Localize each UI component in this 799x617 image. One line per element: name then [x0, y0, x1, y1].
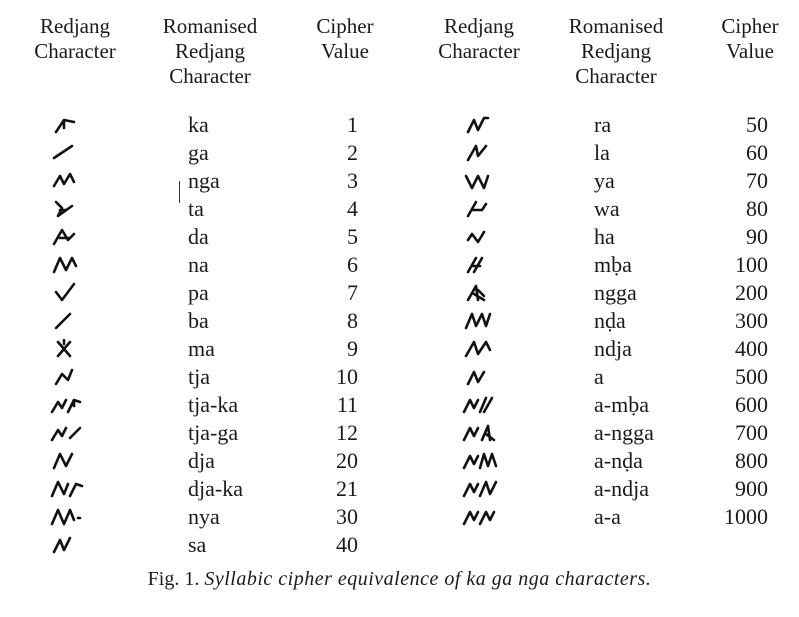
cipher-value-cell: 80	[746, 196, 768, 221]
romanised-cell: tja-ga	[188, 420, 239, 445]
cipher-value-cell: 5	[347, 224, 358, 249]
figure-caption-text: Syllabic cipher equivalence of ka ga nga characters.	[204, 568, 652, 590]
redjang-nda-glyph	[462, 310, 496, 332]
romanised-cell: tja-ka	[188, 392, 239, 417]
cipher-value-cell: 200	[735, 280, 768, 305]
cipher-value-cell: 10	[336, 364, 358, 389]
redjang-a-mba-glyph	[462, 394, 496, 416]
table-row	[0, 335, 799, 363]
redjang-ndja-glyph	[462, 338, 496, 360]
cipher-value-cell: 4	[347, 196, 358, 221]
romanised-cell: wa	[594, 196, 620, 221]
romanised-cell: a-ndja	[594, 476, 649, 501]
cipher-value-cell: 900	[735, 476, 768, 501]
header-left-glyph: Redjang Character	[34, 14, 116, 63]
table-row	[0, 531, 799, 559]
table-row	[0, 139, 799, 167]
header-left-value: Cipher Value	[316, 14, 374, 63]
romanised-cell: ha	[594, 224, 615, 249]
table-row	[0, 111, 799, 139]
romanised-cell: dja	[188, 448, 215, 473]
romanised-cell: mḅa	[594, 252, 632, 277]
romanised-cell: a-ngga	[594, 420, 654, 445]
table-row	[0, 307, 799, 335]
table-row	[0, 503, 799, 531]
cipher-value-cell: 20	[336, 448, 358, 473]
header-right-value: Cipher Value	[721, 14, 779, 63]
redjang-a-ndja-glyph	[462, 478, 496, 500]
header-right-roman: Romanised Redjang Character	[568, 14, 664, 88]
romanised-cell: nga	[188, 168, 220, 193]
redjang-ngga-glyph	[462, 282, 496, 304]
cipher-value-cell: 6	[347, 252, 358, 277]
romanised-cell: ndja	[594, 336, 632, 361]
table-row	[0, 475, 799, 503]
redjang-a-glyph	[462, 366, 496, 388]
redjang-ya-glyph	[462, 170, 496, 192]
cipher-value-cell: 700	[735, 420, 768, 445]
romanised-cell: a-nḍa	[594, 448, 643, 473]
cipher-value-cell: 70	[746, 168, 768, 193]
cipher-value-cell: 12	[336, 420, 358, 445]
figure-label: Fig. 1.	[147, 568, 200, 590]
header-left-roman: Romanised Redjang Character	[162, 14, 258, 88]
romanised-cell: pa	[188, 280, 209, 305]
redjang-a-nda-glyph	[462, 450, 496, 472]
cipher-value-cell: 40	[336, 532, 358, 557]
cipher-value-cell: 21	[336, 476, 358, 501]
romanised-cell: da	[188, 224, 209, 249]
romanised-cell: ya	[594, 168, 615, 193]
cipher-value-cell: 30	[336, 504, 358, 529]
redjang-mba-glyph	[462, 254, 496, 276]
romanised-cell: na	[188, 252, 209, 277]
cipher-value-cell: 90	[746, 224, 768, 249]
cipher-value-cell: 100	[735, 252, 768, 277]
romanised-cell: ngga	[594, 280, 637, 305]
redjang-sa-glyph	[50, 534, 84, 556]
cipher-value-cell: 7	[347, 280, 358, 305]
table-row	[0, 363, 799, 391]
table-row	[0, 251, 799, 279]
romanised-cell: nya	[188, 504, 220, 529]
redjang-ha-glyph	[462, 226, 496, 248]
romanised-cell: ga	[188, 140, 209, 165]
header-right-glyph: Redjang Character	[438, 14, 520, 63]
romanised-cell: ba	[188, 308, 209, 333]
table-row	[0, 223, 799, 251]
table-row	[0, 167, 799, 195]
figure-caption	[0, 566, 799, 592]
romanised-cell: a-mḅa	[594, 392, 649, 417]
redjang-ra-glyph	[462, 114, 496, 136]
romanised-cell: tja	[188, 364, 210, 389]
romanised-cell: la	[594, 140, 610, 165]
romanised-cell: ka	[188, 112, 209, 137]
cipher-value-cell: 400	[735, 336, 768, 361]
cipher-value-cell: 3	[347, 168, 358, 193]
cipher-value-cell: 800	[735, 448, 768, 473]
cipher-value-cell: 50	[746, 112, 768, 137]
cipher-value-cell: 300	[735, 308, 768, 333]
redjang-la-glyph	[462, 142, 496, 164]
cipher-value-cell: 600	[735, 392, 768, 417]
table-row	[0, 279, 799, 307]
cipher-value-cell: 1	[347, 112, 358, 137]
redjang-a-ngga-glyph	[462, 422, 496, 444]
romanised-cell: sa	[188, 532, 207, 557]
romanised-cell: ra	[594, 112, 612, 137]
cipher-value-cell: 1000	[724, 504, 768, 529]
cipher-value-cell: 500	[735, 364, 768, 389]
romanised-cell: a	[594, 364, 604, 389]
table-row	[0, 419, 799, 447]
romanised-cell: nḍa	[594, 308, 626, 333]
romanised-cell: ma	[188, 336, 215, 361]
table-row	[0, 447, 799, 475]
table-row	[0, 391, 799, 419]
stray-mark	[179, 181, 180, 203]
cipher-value-cell: 11	[336, 392, 358, 417]
redjang-a-a-glyph	[462, 506, 496, 528]
table-row	[0, 195, 799, 223]
romanised-cell: ta	[188, 196, 204, 221]
romanised-cell: a-a	[594, 504, 621, 529]
romanised-cell: dja-ka	[188, 476, 243, 501]
cipher-value-cell: 9	[347, 336, 358, 361]
redjang-wa-glyph	[462, 198, 496, 220]
cipher-value-cell: 2	[347, 140, 358, 165]
cipher-value-cell: 60	[746, 140, 768, 165]
cipher-value-cell: 8	[347, 308, 358, 333]
